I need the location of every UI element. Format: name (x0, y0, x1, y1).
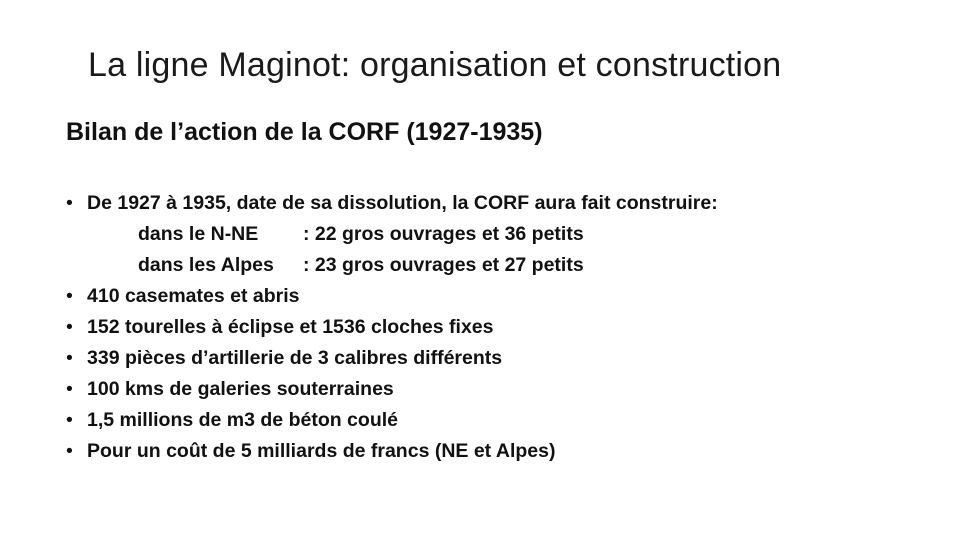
bullet-text: 152 tourelles à éclipse et 1536 cloches fixes (87, 316, 494, 338)
bullet-text: De 1927 à 1935, date de sa dissolution, la CORF aura fait construire: (87, 192, 718, 214)
bullet-text: 339 pièces d’artillerie de 3 calibres différents (87, 347, 503, 369)
sub-line-label: dans le N-NE (138, 223, 259, 245)
bullet-item-beton (66, 405, 718, 436)
sub-line-value: : 23 gros ouvrages et 27 petits (303, 254, 584, 276)
bullet-item-intro (66, 188, 718, 219)
bullet-icon: • (66, 378, 73, 400)
bullet-icon: • (66, 347, 73, 369)
bullet-icon: • (66, 285, 73, 307)
slide-subtitle: Bilan de l’action de la CORF (1927-1935) (66, 118, 543, 146)
bullet-icon: • (66, 409, 73, 431)
slide-title: La ligne Maginot: organisation et construction (88, 46, 782, 84)
bullet-item-galeries (66, 374, 718, 405)
bullet-item-tourelles (66, 312, 718, 343)
bullet-text: 410 casemates et abris (87, 285, 300, 307)
bullet-item-casemates (66, 281, 718, 312)
bullet-item-cout (66, 436, 718, 467)
bullet-text: 100 kms de galeries souterraines (87, 378, 394, 400)
bullet-text: Pour un coût de 5 milliards de francs (NE et Alpes) (87, 440, 556, 462)
bullet-icon: • (66, 440, 73, 462)
bullet-icon: • (66, 316, 73, 338)
bullet-item-artillerie (66, 343, 718, 374)
bullet-icon: • (66, 192, 73, 214)
sub-line-nne (66, 219, 718, 250)
bullet-text: 1,5 millions de m3 de béton coulé (87, 409, 398, 431)
sub-line-value: : 22 gros ouvrages et 36 petits (303, 223, 584, 245)
sub-line-alpes (66, 250, 718, 281)
sub-line-label: dans les Alpes (138, 254, 274, 276)
bullet-list (66, 188, 718, 467)
